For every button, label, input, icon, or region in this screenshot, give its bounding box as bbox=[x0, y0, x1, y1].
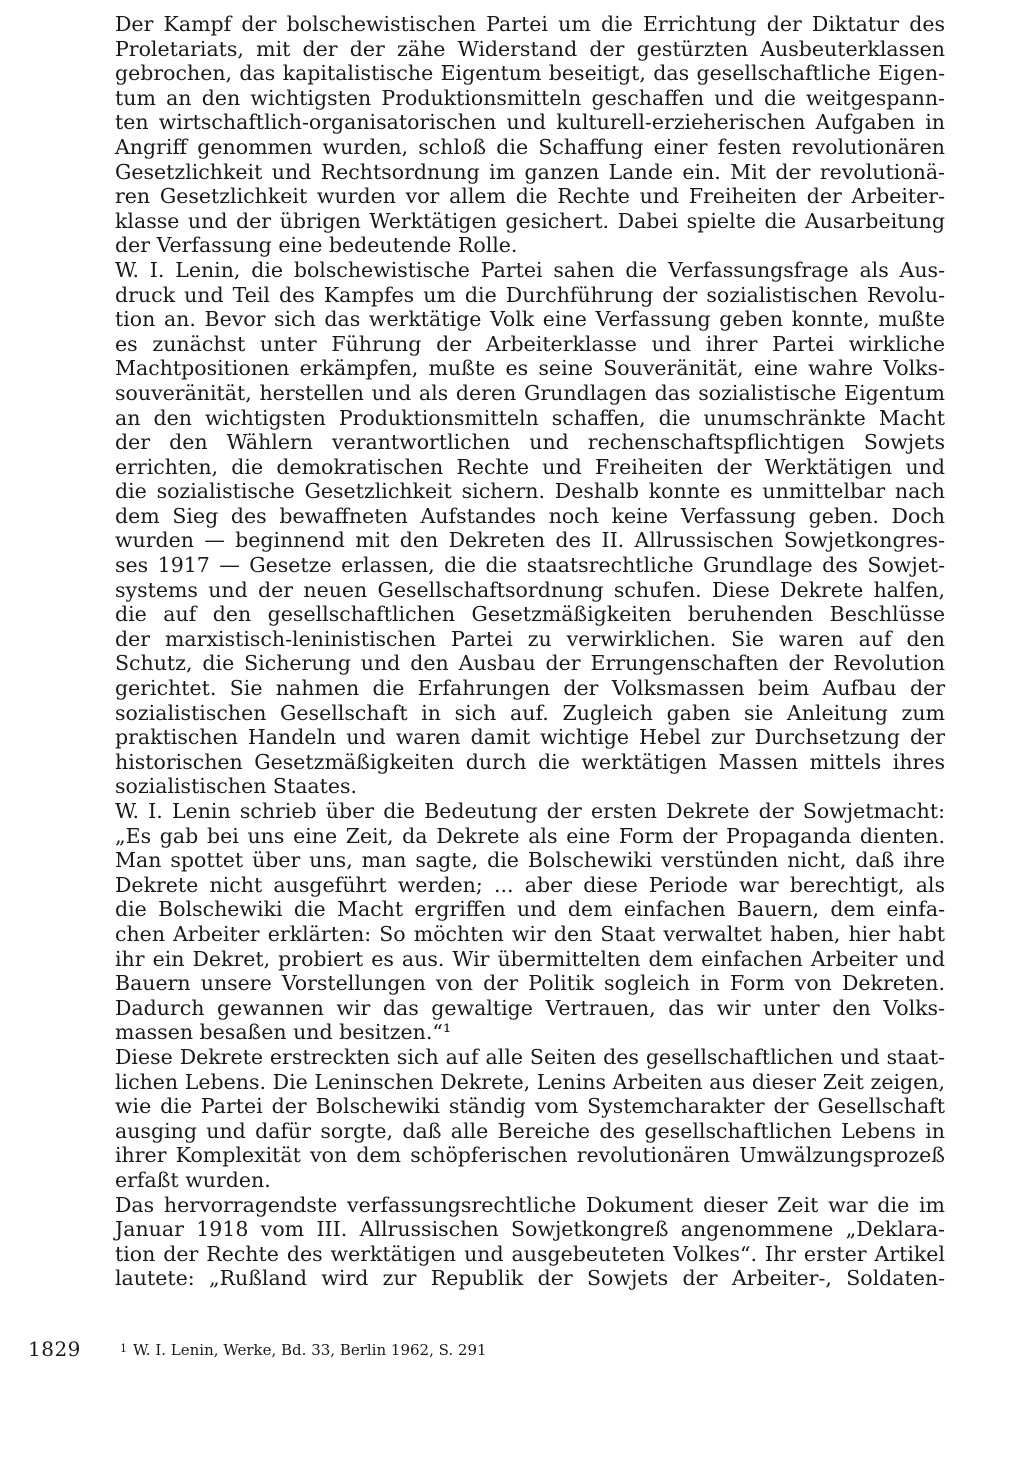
text-line: tion an. Bevor sich das werktätige Volk eine Verfassung geben konnte, mußte bbox=[115, 307, 945, 332]
text-line: Man spottet über uns, man sagte, die Bolschewiki verstünden nicht, daß ihre bbox=[115, 848, 945, 873]
text-line: ausging und dafür sorgte, daß alle Bereiche des gesellschaftlichen Lebens in bbox=[115, 1118, 945, 1143]
text-line: Proletariats, mit der der zähe Widerstand der gestürzten Ausbeuterklassen bbox=[115, 36, 945, 61]
text-line: Diese Dekrete erstreckten sich auf alle Seiten des gesellschaftlichen und staat- bbox=[115, 1044, 945, 1069]
text-line: ren Gesetzlichkeit wurden vor allem die Rechte und Freiheiten der Arbeiter- bbox=[115, 184, 945, 209]
text-line: ten wirtschaftlich-organisatorischen und kulturell-erzieherischen Aufgaben in bbox=[115, 110, 945, 135]
text-line: praktischen Handeln und waren damit wichtige Hebel zur Durchsetzung der bbox=[115, 725, 945, 750]
text-line: sozialistischen Gesellschaft in sich auf. Zugleich gaben sie Anleitung zum bbox=[115, 700, 945, 725]
text-line: Bauern unsere Vorstellungen von der Politik sogleich in Form von Dekreten. bbox=[115, 971, 945, 996]
footnote bbox=[120, 1338, 487, 1362]
text-line: dem Sieg des bewaffneten Aufstandes noch keine Verfassung geben. Doch bbox=[115, 503, 945, 528]
text-line: chen Arbeiter erklärten: So möchten wir den Staat verwaltet haben, hier habt bbox=[115, 921, 945, 946]
text-line: tum an den wichtigsten Produktionsmitteln geschaffen und die weitgespann- bbox=[115, 85, 945, 110]
text-line: der den Wählern verantwortlichen und rechenschaftspflichtigen Sowjets bbox=[115, 430, 945, 455]
text-line: die auf den gesellschaftlichen Gesetzmäßigkeiten beruhenden Beschlüsse bbox=[115, 602, 945, 627]
text-line: klasse und der übrigen Werktätigen gesichert. Dabei spielte die Ausarbeitung bbox=[115, 208, 945, 233]
footnote-marker: 1 bbox=[120, 1342, 127, 1355]
text-line: druck und Teil des Kampfes um die Durchführung der sozialistischen Revolu- bbox=[115, 282, 945, 307]
text-line: gebrochen, das kapitalistische Eigentum beseitigt, das gesellschaftliche Eigen- bbox=[115, 61, 945, 86]
text-line: erfaßt wurden. bbox=[115, 1167, 271, 1192]
text-line: die Bolschewiki die Macht ergriffen und dem einfachen Bauern, dem einfa- bbox=[115, 897, 945, 922]
text-line: Der Kampf der bolschewistischen Partei um die Errichtung der Diktatur des bbox=[115, 12, 945, 36]
text-line: gerichtet. Sie nahmen die Erfahrungen der Volksmassen beim Aufbau der bbox=[115, 676, 945, 701]
text-line: souveränität, herstellen und als deren Grundlagen das sozialistische Eigentum bbox=[115, 380, 945, 405]
text-line: errichten, die demokratischen Rechte und Freiheiten der Werktätigen und bbox=[115, 454, 945, 479]
text-line: „Es gab bei uns eine Zeit, da Dekrete als eine Form der Propaganda dienten. bbox=[115, 823, 945, 848]
text-line: wurden — beginnend mit den Dekreten des II. Allrussischen Sowjetkongres- bbox=[115, 528, 945, 553]
text-line: Dadurch gewannen wir das gewaltige Vertrauen, das wir unter den Volks- bbox=[115, 995, 945, 1020]
body-text bbox=[115, 12, 945, 1291]
text-line: es zunächst unter Führung der Arbeiterklasse und ihrer Partei wirkliche bbox=[115, 331, 945, 356]
text-line: Schutz, die Sicherung und den Ausbau der Errungenschaften der Revolution bbox=[115, 651, 945, 676]
text-line: Angriff genommen wurden, schloß die Schaffung einer festen revolutionären bbox=[115, 134, 945, 159]
text-line: historischen Gesetzmäßigkeiten durch die werktätigen Massen mittels ihres bbox=[115, 749, 945, 774]
text-line: W. I. Lenin, die bolschewistische Partei sahen die Verfassungsfrage als Aus- bbox=[115, 257, 945, 282]
text-line: wie die Partei der Bolschewiki ständig vom Systemcharakter der Gesellschaft bbox=[115, 1094, 945, 1119]
text-line: Gesetzlichkeit und Rechtsordnung im ganzen Lande ein. Mit der revolutionä- bbox=[115, 159, 945, 184]
text-line: sozialistischen Staates. bbox=[115, 774, 358, 799]
text-line: massen besaßen und besitzen.“¹ bbox=[115, 1020, 452, 1045]
text-line: an den wichtigsten Produktionsmitteln schaffen, die unumschränkte Macht bbox=[115, 405, 945, 430]
text-line: tion der Rechte des werktätigen und ausgebeuteten Volkes“. Ihr erster Artikel bbox=[115, 1241, 945, 1266]
text-line: Das hervorragendste verfassungsrechtliche Dokument dieser Zeit war die im bbox=[115, 1192, 945, 1217]
page-number: 1829 bbox=[28, 1337, 81, 1361]
text-line: der Verfassung eine bedeutende Rolle. bbox=[115, 233, 518, 258]
text-line: lautete: „Rußland wird zur Republik der Sowjets der Arbeiter-, Soldaten- bbox=[115, 1266, 945, 1291]
text-line: ses 1917 — Gesetze erlassen, die die staatsrechtliche Grundlage des Sowjet- bbox=[115, 553, 945, 578]
page-footer bbox=[0, 1336, 1024, 1366]
text-line: Januar 1918 vom III. Allrussischen Sowjetkongreß angenommene „Deklara- bbox=[115, 1217, 945, 1242]
text-line: W. I. Lenin schrieb über die Bedeutung der ersten Dekrete der Sowjetmacht: bbox=[115, 799, 945, 823]
text-line: ihr ein Dekret, probiert es aus. Wir übermittelten dem einfachen Arbeiter und bbox=[115, 946, 945, 971]
text-line: ihrer Komplexität von dem schöpferischen revolutionären Umwälzungsprozeß bbox=[115, 1143, 945, 1168]
text-line: die sozialistische Gesetzlichkeit sichern. Deshalb konnte es unmittelbar nach bbox=[115, 479, 945, 504]
text-line: systems und der neuen Gesellschaftsordnung schufen. Diese Dekrete halfen, bbox=[115, 577, 945, 602]
text-line: Dekrete nicht ausgeführt werden; ... aber diese Periode war berechtigt, als bbox=[115, 872, 945, 897]
text-line: der marxistisch-leninistischen Partei zu verwirklichen. Sie waren auf den bbox=[115, 626, 945, 651]
footnote-text: W. I. Lenin, Werke, Bd. 33, Berlin 1962, S. 291 bbox=[133, 1341, 487, 1359]
text-line: Machtpositionen erkämpfen, mußte es seine Souveränität, eine wahre Volks- bbox=[115, 356, 945, 381]
text-line: lichen Lebens. Die Leninschen Dekrete, Lenins Arbeiten aus dieser Zeit zeigen, bbox=[115, 1069, 945, 1094]
